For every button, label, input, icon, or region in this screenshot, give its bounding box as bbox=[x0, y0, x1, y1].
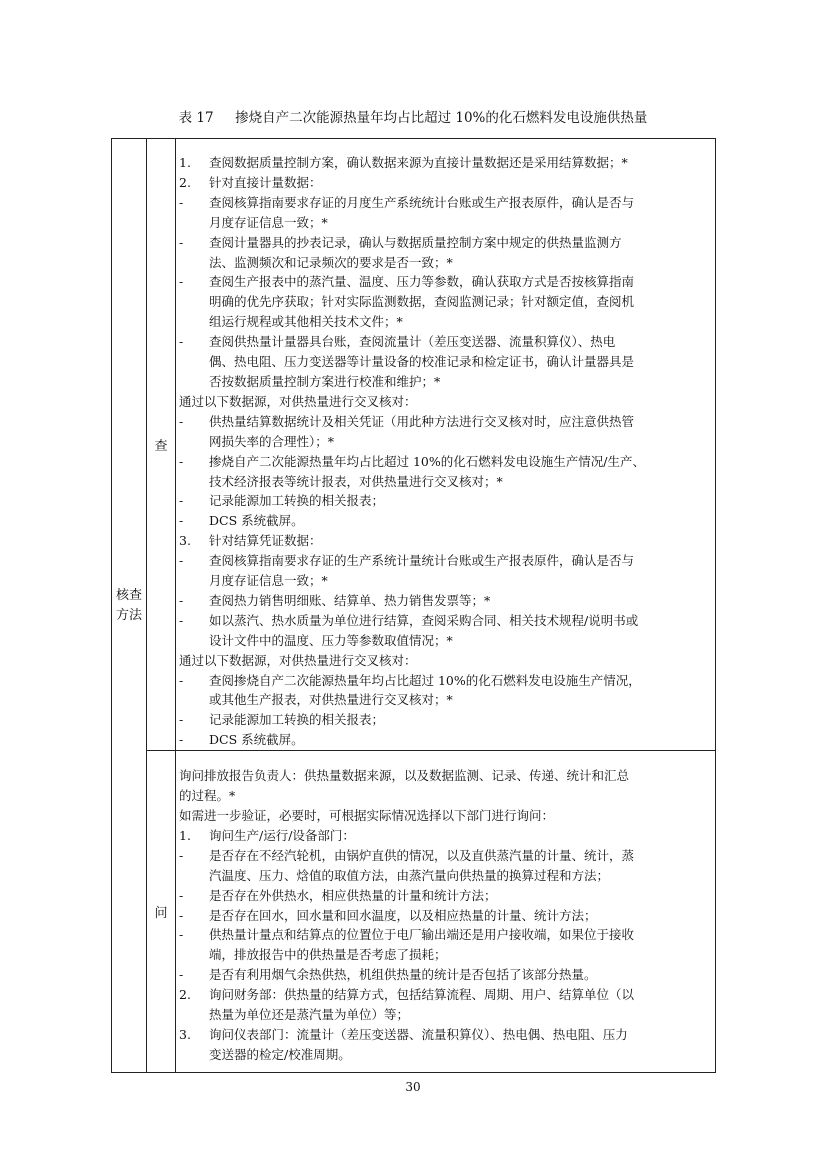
ask-item-line bbox=[179, 965, 713, 985]
item-text: DCS 系统截屏。 bbox=[209, 732, 304, 748]
method-label-cell bbox=[112, 139, 147, 1073]
check-item-line bbox=[179, 332, 713, 352]
item-text: 组运行规程或其他相关技术文件；* bbox=[209, 314, 403, 330]
list-marker bbox=[179, 312, 209, 332]
check-item-line bbox=[179, 730, 713, 750]
table-number: 表 17 bbox=[178, 110, 214, 126]
ask-item-line bbox=[179, 866, 713, 886]
check-item-line bbox=[179, 153, 713, 173]
item-text: 掺烧自产二次能源热量年均占比超过 10%的化石燃料发电设施生产情况/生产、 bbox=[209, 453, 645, 469]
item-text: 查阅数据质量控制方案，确认数据来源为直接计量数据还是采用结算数据；* bbox=[209, 155, 628, 170]
item-text: 热量为单位还是蒸汽量为单位）等； bbox=[209, 1007, 410, 1023]
item-text: 供热量计量点和结算点的位置位于电厂输出端还是用户接收端，如果位于接收 bbox=[209, 927, 635, 943]
ask-content-cell bbox=[176, 751, 716, 1073]
item-text: 明确的优先序获取；针对实际监测数据，查阅监测记录；针对额定值，查阅机 bbox=[209, 294, 635, 310]
check-item-line bbox=[179, 452, 713, 472]
check-item-line bbox=[179, 272, 713, 292]
check-item-line bbox=[179, 412, 713, 432]
item-text: 变送器的检定/校准周期。 bbox=[209, 1046, 351, 1062]
list-marker: 2. bbox=[179, 174, 191, 190]
check-content-cell bbox=[176, 139, 716, 751]
list-marker: 3. bbox=[179, 533, 191, 549]
list-marker: 1. bbox=[179, 827, 191, 843]
item-text: 是否存在外供热水，相应供热量的计量和统计方法； bbox=[209, 887, 497, 903]
check-item-line bbox=[179, 671, 713, 691]
list-marker bbox=[179, 945, 209, 965]
ask-item-line bbox=[179, 846, 713, 866]
list-marker: - bbox=[179, 712, 184, 728]
item-text: 查阅核算指南要求存证的生产系统计量统计台账或生产报表原件，确认是否与 bbox=[209, 553, 635, 569]
check-label: 查 bbox=[154, 439, 168, 455]
list-marker: - bbox=[179, 967, 184, 983]
list-marker: - bbox=[179, 907, 184, 923]
check-label-cell bbox=[147, 139, 176, 751]
item-text: 记录能源加工转换的相关报表； bbox=[209, 712, 385, 728]
item-text: 查阅生产报表中的蒸汽量、温度、压力等参数，确认获取方式是否按核算指南 bbox=[209, 274, 635, 290]
ask-item-line bbox=[179, 985, 713, 1005]
list-marker bbox=[179, 352, 209, 372]
item-text: 询问生产/运行/设备部门： bbox=[209, 827, 355, 843]
list-marker bbox=[179, 1045, 209, 1065]
list-marker: - bbox=[179, 927, 184, 943]
item-text: 针对直接计量数据： bbox=[209, 174, 322, 190]
check-item-line bbox=[179, 372, 713, 392]
method-label-line: 方法 bbox=[115, 607, 142, 623]
item-text: DCS 系统截屏。 bbox=[209, 513, 304, 529]
item-text: 查阅供热量计量器具台账，查阅流量计（差压变送器、流量积算仪）、热电 bbox=[209, 334, 616, 350]
item-text: 汽温度、压力、焓值的取值方法，由蒸汽量向供热量的换算过程和方法； bbox=[209, 867, 610, 883]
check-item-line bbox=[179, 690, 713, 710]
check-item-line bbox=[179, 193, 713, 213]
ask-item-line bbox=[179, 826, 713, 846]
list-marker bbox=[179, 472, 209, 492]
list-marker: - bbox=[179, 887, 184, 903]
list-marker: - bbox=[179, 672, 184, 688]
item-text: 设计文件中的温度、压力等参数取值情况；* bbox=[209, 632, 453, 648]
item-text: 端，排放报告中的供热量是否考虑了损耗； bbox=[209, 947, 447, 963]
method-label-line: 核查 bbox=[115, 587, 142, 603]
list-marker: - bbox=[179, 194, 184, 210]
check-item-line bbox=[179, 432, 713, 452]
item-text: 如需进一步验证，必要时，可根据实际情况选择以下部门进行询问： bbox=[179, 808, 555, 823]
list-marker: - bbox=[179, 553, 184, 569]
item-text: 是否有利用烟气余热供热，机组供热量的统计是否包括了该部分热量。 bbox=[209, 967, 597, 983]
item-text: 技术经济报表等统计报表，对供热量进行交叉核对；* bbox=[209, 473, 503, 489]
item-text: 或其他生产报表，对供热量进行交叉核对；* bbox=[209, 692, 453, 708]
check-item-line bbox=[179, 213, 713, 233]
ask-item-line bbox=[179, 906, 713, 926]
item-text: 通过以下数据源，对供热量进行交叉核对： bbox=[179, 393, 417, 409]
list-marker: - bbox=[179, 612, 184, 628]
ask-item-line bbox=[179, 925, 713, 945]
item-text: 偶、热电阻、压力变送器等计量设备的校准记录和检定证书，确认计量器具是 bbox=[209, 354, 635, 370]
item-text: 查阅计量器具的抄表记录，确认与数据质量控制方案中规定的供热量监测方 bbox=[209, 234, 622, 250]
list-marker bbox=[179, 866, 209, 886]
list-marker bbox=[179, 372, 209, 392]
ask-label-cell bbox=[147, 751, 176, 1073]
item-text: 如以蒸汽、热水质量为单位进行结算，查阅采购合同、相关技术规程/说明书或 bbox=[209, 612, 639, 628]
list-marker: - bbox=[179, 453, 184, 469]
item-text: 法、监测频次和记录频次的要求是否一致；* bbox=[209, 254, 453, 270]
ask-item-line bbox=[179, 945, 713, 965]
list-marker: 3. bbox=[179, 1026, 191, 1042]
check-item-line bbox=[179, 710, 713, 730]
list-marker: - bbox=[179, 493, 184, 509]
ask-item-line bbox=[179, 886, 713, 906]
list-marker bbox=[179, 571, 209, 591]
item-text: 是否存在回水，回水量和回水温度，以及相应热量的计量、统计方法； bbox=[209, 907, 597, 923]
item-text: 查阅核算指南要求存证的月度生产系统统计台账或生产报表原件，确认是否与 bbox=[209, 194, 635, 210]
page-number: 30 bbox=[405, 1080, 421, 1094]
item-text: 查阅热力销售明细账、结算单、热力销售发票等；* bbox=[209, 592, 491, 608]
check-item-line bbox=[179, 591, 713, 611]
item-text: 供热量结算数据统计及相关凭证（用此种方法进行交叉核对时，应注意供热管 bbox=[209, 413, 635, 429]
list-marker: - bbox=[179, 847, 184, 863]
list-marker: 2. bbox=[179, 987, 191, 1003]
ask-item-line bbox=[179, 1025, 713, 1045]
list-marker: - bbox=[179, 274, 184, 290]
list-marker: - bbox=[179, 234, 184, 250]
table-title: 掺烧自产二次能源热量年均占比超过 10%的化石燃料发电设施供热量 bbox=[235, 110, 648, 126]
check-item-line bbox=[179, 253, 713, 273]
item-text: 记录能源加工转换的相关报表； bbox=[209, 493, 385, 509]
list-marker bbox=[179, 631, 209, 651]
list-marker: 1. bbox=[179, 155, 191, 170]
list-marker bbox=[179, 292, 209, 312]
item-text: 月度存证信息一致；* bbox=[209, 573, 328, 589]
item-text: 的过程。* bbox=[179, 788, 236, 804]
check-item-line bbox=[179, 352, 713, 372]
check-item-line bbox=[179, 611, 713, 631]
check-item-line bbox=[179, 651, 713, 671]
check-item-line bbox=[179, 233, 713, 253]
check-item-line bbox=[179, 173, 713, 193]
list-marker bbox=[179, 690, 209, 710]
list-marker: - bbox=[179, 413, 184, 429]
check-item-line bbox=[179, 551, 713, 571]
item-text: 是否存在不经汽轮机，由锅炉直供的情况，以及直供蒸汽量的计量、统计，蒸 bbox=[209, 847, 635, 863]
check-item-line bbox=[179, 631, 713, 651]
list-marker bbox=[179, 432, 209, 452]
list-marker: - bbox=[179, 592, 184, 608]
check-item-line bbox=[179, 392, 713, 412]
item-text: 询问排放报告负责人：供热量数据来源，以及数据监测、记录、传递、统计和汇总 bbox=[179, 768, 630, 784]
check-item-line bbox=[179, 491, 713, 511]
list-marker bbox=[179, 213, 209, 233]
item-text: 查阅掺烧自产二次能源热量年均占比超过 10%的化石燃料发电设施生产情况， bbox=[209, 672, 641, 688]
check-item-line bbox=[179, 511, 713, 531]
ask-content bbox=[176, 751, 715, 1065]
ask-item-line bbox=[179, 1045, 713, 1065]
item-text: 网损失率的合理性）；* bbox=[209, 433, 335, 449]
ask-item-line bbox=[179, 766, 713, 786]
ask-item-line bbox=[179, 806, 713, 826]
check-item-line bbox=[179, 472, 713, 492]
item-text: 询问仪表部门：流量计（差压变送器、流量积算仪）、热电偶、热电阻、压力 bbox=[209, 1026, 628, 1042]
verification-table bbox=[111, 138, 716, 1073]
check-item-line bbox=[179, 571, 713, 591]
item-text: 通过以下数据源，对供热量进行交叉核对： bbox=[179, 652, 417, 668]
item-text: 否按数据质量控制方案进行校准和维护；* bbox=[209, 373, 441, 389]
item-text: 询问财务部：供热量的结算方式，包括结算流程、周期、用户、结算单位（以 bbox=[209, 987, 635, 1003]
check-item-line bbox=[179, 292, 713, 312]
list-marker bbox=[179, 1005, 209, 1025]
item-text: 月度存证信息一致；* bbox=[209, 214, 328, 230]
ask-item-line bbox=[179, 1005, 713, 1025]
list-marker: - bbox=[179, 732, 184, 748]
check-item-line bbox=[179, 312, 713, 332]
table-caption bbox=[0, 106, 826, 126]
list-marker: - bbox=[179, 513, 184, 529]
check-item-line bbox=[179, 531, 713, 551]
ask-item-line bbox=[179, 786, 713, 806]
check-content bbox=[176, 139, 715, 750]
list-marker bbox=[179, 253, 209, 273]
list-marker: - bbox=[179, 334, 184, 350]
ask-label: 问 bbox=[154, 906, 168, 922]
item-text: 针对结算凭证数据： bbox=[209, 533, 322, 549]
